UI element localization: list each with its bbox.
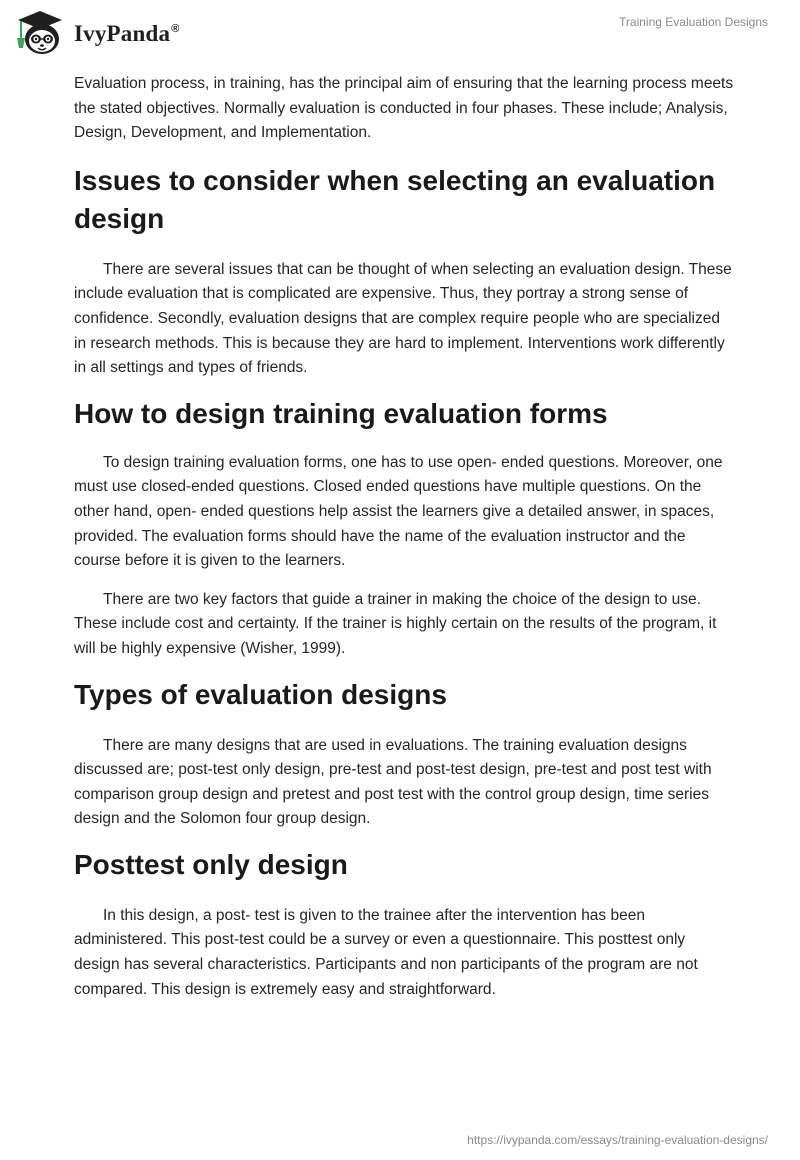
section-heading: Issues to consider when selecting an evaluation design xyxy=(74,164,716,234)
source-url[interactable]: https://ivypanda.com/essays/training-evaluation-designs/ xyxy=(467,1133,768,1147)
section-heading: How to design training evaluation forms xyxy=(74,397,608,429)
section-forms xyxy=(74,395,734,662)
section-heading: Types of evaluation designs xyxy=(74,678,447,710)
section-paragraph: There are several issues that can be thought of when selecting an evaluation design. These include evaluation that is complicated are expensive. Thus, they portray a strong sense of confidence. Secondly, evaluation designs that are complex require people who are specialized in research methods. This is because they are hard to implement. Interventions work differently in all settings and types of friends. xyxy=(74,260,732,377)
registered-mark: ® xyxy=(171,23,180,36)
page-header xyxy=(0,0,800,64)
section-paragraph: There are two key factors that guide a trainer in making the choice of the design to use. These include cost and certainty. If the trainer is highly certain on the results of the program, it will be highly expensive (Wisher, 1999). xyxy=(74,590,717,657)
panda-graduate-logo-icon xyxy=(14,8,66,58)
section-paragraph: To design training evaluation forms, one has to use open- ended questions. Moreover, one must use closed-ended questions. Closed ended questions have multiple questions. On the other hand, open- ended questions help assist the learners give a detailed answer, in spaces, provided. The evaluation forms should have the name of the evaluation instructor and the course before it is given to the learners. xyxy=(74,453,723,570)
ivypanda-logo[interactable] xyxy=(14,8,180,58)
essay-body xyxy=(74,72,734,1016)
brand-name: IvyPanda® xyxy=(74,21,180,46)
section-posttest xyxy=(74,846,734,1002)
section-types xyxy=(74,676,734,832)
section-heading: Posttest only design xyxy=(74,848,348,880)
section-paragraph: In this design, a post- test is given to the trainee after the intervention has been administered. This post-test could be a survey or even a questionnaire. This posttest only design has several characteristics. Participants and non participants of the program are not compared. This design is extremely easy and straightforward. xyxy=(74,906,698,998)
document-title: Training Evaluation Designs xyxy=(619,15,768,29)
section-paragraph: There are many designs that are used in evaluations. The training evaluation designs discussed are; post-test only design, pre-test and post-test design, pre-test and post test with comparison group design and pretest and post test with the control group design, time series design and the Solomon four group design. xyxy=(74,736,712,828)
intro-paragraph: Evaluation process, in training, has the principal aim of ensuring that the learning process meets the stated objectives. Normally evaluation is conducted in four phases. These include; Analysis, Design, Development, and Implementation. xyxy=(74,75,734,142)
section-issues xyxy=(74,162,734,381)
